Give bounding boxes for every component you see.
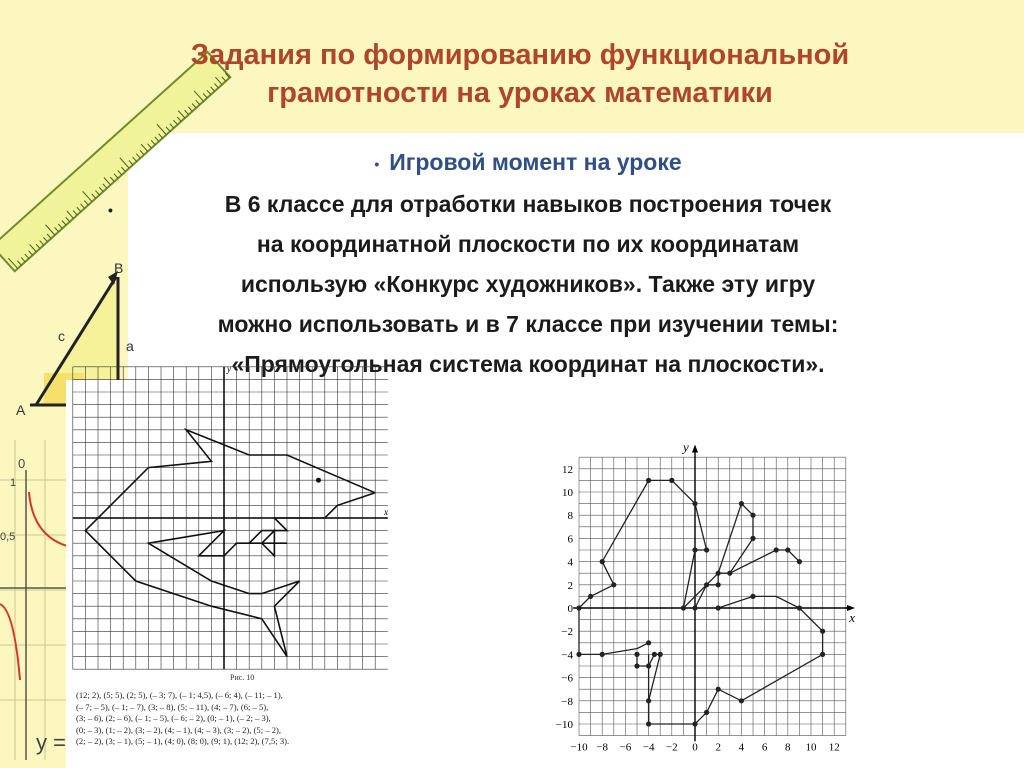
bullet-text-line-5: «Прямоугольная система координат на плоскости». bbox=[231, 350, 825, 377]
coordinate-line: (2; – 2), (3; – 1), (5; – 1), (4; 0), (8; 0), (9; 1), (12; 2), (7,5; 3). bbox=[76, 736, 290, 746]
plot-point bbox=[797, 559, 802, 564]
plot-point bbox=[750, 594, 755, 599]
coordinate-line: (3; – 6), (2; – 6), (– 1; – 5), (– 6; – 2), (0; – 1), (– 2; – 3), bbox=[76, 713, 271, 723]
triangle-label-a: a bbox=[126, 338, 134, 354]
plot-point bbox=[750, 536, 755, 541]
bullet-text: Игровой момент на уроке bbox=[389, 149, 682, 175]
plot-point bbox=[716, 687, 721, 692]
plot-point bbox=[716, 582, 721, 587]
plot-point bbox=[611, 582, 616, 587]
y-tick-label: 2 bbox=[567, 579, 573, 592]
plot-point bbox=[646, 698, 651, 703]
plot-point bbox=[692, 547, 697, 552]
x-tick-label: −8 bbox=[596, 741, 609, 754]
bullet-text-line-1: В 6 классе для отработки навыков построения точек bbox=[224, 190, 832, 217]
figure-caption-label: Рис. 10 bbox=[230, 673, 255, 682]
plot-point bbox=[692, 605, 697, 610]
plot-point bbox=[576, 605, 581, 610]
bullet-dot: • bbox=[374, 155, 380, 172]
y-tick-label: 6 bbox=[567, 533, 573, 546]
x-tick-label: 8 bbox=[785, 741, 791, 754]
plot-point bbox=[739, 698, 744, 703]
plot-point bbox=[716, 605, 721, 610]
plot-point bbox=[646, 478, 651, 483]
bullet-dot: • bbox=[108, 201, 113, 218]
function-label: y = bbox=[36, 730, 66, 755]
y-tick-label: 10 bbox=[562, 487, 573, 499]
y-tick-label: −4 bbox=[561, 649, 573, 662]
bullet-list bbox=[108, 142, 948, 384]
plot-point bbox=[716, 571, 721, 576]
y-tick-label: −2 bbox=[561, 626, 573, 639]
plot-point bbox=[634, 652, 639, 657]
coordinate-line: (0; – 3), (1; – 2), (3; – 2), (4; – 1), (4; – 3), (3; – 2), (5; – 2), bbox=[76, 724, 282, 735]
y-tick-label: −10 bbox=[555, 719, 573, 731]
title-line-1: Задания по формированию функциональной bbox=[190, 39, 850, 71]
hyperbola-graph-illustration bbox=[0, 440, 75, 760]
plot-point bbox=[704, 547, 709, 552]
plot-point bbox=[681, 605, 686, 610]
y-arrow-icon bbox=[692, 444, 698, 452]
plot-point bbox=[727, 571, 732, 576]
plot-point bbox=[820, 629, 825, 634]
x-tick-label: −6 bbox=[619, 741, 632, 754]
plot-point bbox=[797, 605, 802, 610]
plot-point bbox=[652, 652, 657, 657]
plot-point bbox=[576, 652, 581, 657]
drawing-segment bbox=[695, 504, 753, 608]
bullet-text-line-4: можно использовать и в 7 классе при изучении темы: bbox=[217, 310, 839, 337]
triangle-label-c: c bbox=[58, 328, 65, 344]
plot-point bbox=[646, 663, 651, 668]
plot-point bbox=[820, 652, 825, 657]
y-tick-label: 12 bbox=[562, 463, 573, 476]
plot-point bbox=[785, 547, 790, 552]
graph-label-one: 1 bbox=[10, 477, 17, 489]
x-tick-label: −2 bbox=[665, 741, 678, 754]
y-tick-label: 0 bbox=[567, 603, 573, 615]
bullet-item-artists-contest bbox=[108, 184, 948, 384]
plot-point bbox=[646, 640, 651, 645]
x-tick-label: 10 bbox=[805, 741, 817, 754]
triangle-label-A: A bbox=[16, 402, 26, 418]
graph-label-zero: 0 bbox=[18, 456, 26, 471]
y-tick-label: 8 bbox=[567, 510, 573, 523]
plot-point bbox=[646, 721, 651, 726]
bullet-text-line-3: использую «Конкурс художников». Также эту игру bbox=[240, 270, 816, 297]
plot-point bbox=[588, 594, 593, 599]
fig2-y-axis-label: y bbox=[683, 439, 689, 455]
x-tick-label: 6 bbox=[761, 741, 768, 754]
y-tick-label: −6 bbox=[561, 672, 573, 685]
x-tick-label: 2 bbox=[715, 741, 721, 754]
fig2-x-axis-label: x bbox=[849, 610, 856, 625]
fig1-x-axis-label: x bbox=[384, 507, 389, 517]
y-tick-label: 4 bbox=[567, 556, 573, 569]
y-tick-label: −8 bbox=[561, 695, 573, 708]
graph-label-half: 0,5 bbox=[0, 531, 16, 543]
x-tick-label: −10 bbox=[570, 741, 588, 754]
plot-point bbox=[692, 501, 697, 506]
fish-eye bbox=[316, 478, 321, 483]
plot-point bbox=[704, 582, 709, 587]
plot-point bbox=[739, 501, 744, 506]
coordinate-line: (12; 2), (5; 5), (2; 5), (– 3; 7), (– 1; 4,5), (– 6; 4), (– 11; – 1), bbox=[76, 690, 283, 700]
x-tick-label: −4 bbox=[642, 741, 655, 754]
plot-point bbox=[774, 547, 779, 552]
plot-point bbox=[750, 513, 755, 518]
x-tick-label: 12 bbox=[828, 741, 840, 754]
plot-point bbox=[600, 559, 605, 564]
plot-point bbox=[704, 710, 709, 715]
slide-title bbox=[90, 36, 950, 112]
title-line-2: грамотности на уроках математики bbox=[267, 77, 773, 109]
bullet-text-line-2: на координатной плоскости по их координатам bbox=[256, 230, 800, 257]
plot-point bbox=[692, 721, 697, 726]
coordinate-line: (– 7; – 5), (– 1; – 7), (3; – 8), (5; – 11), (4; – 7), (6; – 5), bbox=[76, 701, 269, 712]
plot-point bbox=[600, 652, 605, 657]
x-tick-label: 4 bbox=[738, 741, 745, 754]
plot-point bbox=[669, 478, 674, 483]
fig1-y-axis-label: y bbox=[227, 363, 231, 374]
coordinate-list bbox=[76, 690, 406, 748]
plot-point bbox=[658, 652, 663, 657]
plot-point bbox=[634, 663, 639, 668]
triangle-label-b: B bbox=[114, 260, 124, 276]
bullet-item-game-moment bbox=[108, 142, 948, 184]
x-tick-label: 0 bbox=[692, 741, 698, 754]
animal-figure bbox=[525, 430, 865, 768]
